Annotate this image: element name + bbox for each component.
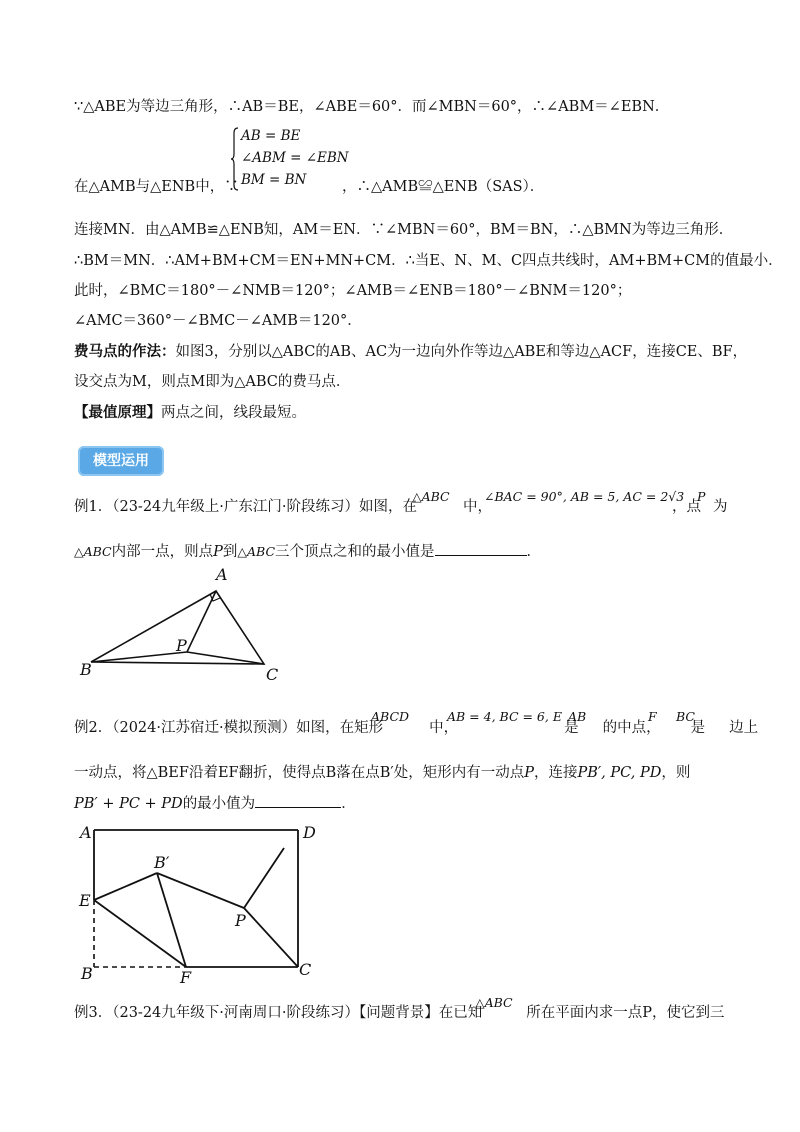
ex2-label-A: A <box>80 823 92 842</box>
ex2-figure <box>74 820 334 990</box>
ex1-label-C: C <box>266 665 279 684</box>
ex2-seg-ab: AB <box>568 709 587 724</box>
ex3-text-b: 所在平面内求一点P，使它到三 <box>526 1005 725 1021</box>
ex1-point-p: P <box>697 489 706 504</box>
ex2-point-p: P <box>524 765 534 781</box>
ex1-text-a: 例1．（23-24九年级上·广东江门·阶段练习）如图，在 <box>74 499 417 515</box>
proof-line-2-prefix: 在△AMB与△ENB中，∵ <box>74 179 239 195</box>
system-eq-1: AB = BE <box>241 128 301 144</box>
ex2-answer-blank[interactable] <box>255 793 341 808</box>
ex2-text-e: 是 <box>690 720 706 736</box>
ex1-answer-blank[interactable] <box>435 541 527 556</box>
ex2-label-B: B <box>81 964 93 983</box>
ex2-text-i: ，则 <box>661 765 691 781</box>
ex2-seg-bc: BC <box>676 709 695 724</box>
proof-line-2-suffix: ，∴△AMB≌△ENB（SAS）． <box>342 179 545 195</box>
ex1-text-e: 内部一点，则点 <box>111 544 214 560</box>
ex2-text-c: 是 <box>564 720 579 736</box>
fermat-text-2: 设交点为M，则点M即为△ABC的费马点． <box>74 374 351 390</box>
ex1-text-f: 到 <box>222 544 238 560</box>
ex1-label-A: A <box>216 565 228 584</box>
ex1-line-2 <box>74 541 541 562</box>
ex2-label-Bprime: B′ <box>154 853 170 872</box>
ex2-label-C: C <box>299 960 312 979</box>
ex1-text-g: 三个顶点之和的最小值是 <box>275 544 435 560</box>
ex1-text-c: ，点 <box>672 499 701 515</box>
ex1-figure <box>70 562 310 684</box>
ex2-text-g: 一动点，将△BEF沿着EF翻折，使得点B落在点B′处，矩形内有一动点 <box>74 765 525 781</box>
proof-line-5: 此时，∠BMC＝180°－∠NMB＝120°；∠AMB＝∠ENB＝180°－∠BNM＝120°； <box>74 283 632 299</box>
ex3-text-a: 例3．（23-24九年级下·河南周口·阶段练习）【问题背景】在已知 <box>74 1005 483 1021</box>
fermat-text: 如图3，分别以△ABC的AB、AC为一边向外作等边△ABE和等边△ACF，连接CE、BF， <box>175 344 748 360</box>
ex2-condition: AB = 4, BC = 6, E <box>447 709 562 724</box>
ex2-text-a: 例2．（2024·江苏宿迁·模拟预测）如图，在矩形 <box>74 720 384 736</box>
ex2-period: ． <box>341 796 356 812</box>
ex2-text-h: ，连接 <box>533 765 578 781</box>
ex2-label-P: P <box>235 911 246 930</box>
ex2-text-d: 的中点， <box>602 720 661 736</box>
ex1-text-b: 中， <box>463 499 492 515</box>
ex2-text-f: 边上 <box>729 720 759 736</box>
ex3-line-1 <box>74 1003 725 1023</box>
ex1-condition: ∠BAC = 90°, AB = 5, AC = 2√3 <box>484 489 685 504</box>
ex1-tri-ref-2: △ABC <box>237 544 276 559</box>
ex2-sum-expr: PB′ + PC + PD <box>74 796 183 812</box>
ex1-label-P: P <box>176 636 187 655</box>
ex1-p-ref: P <box>213 544 223 560</box>
fermat-label: 费马点的作法： <box>74 343 176 360</box>
ex2-line-2 <box>74 763 690 783</box>
ex1-triangle-abc: △ABC <box>412 489 450 504</box>
ex1-label-B: B <box>80 660 92 679</box>
ex2-text-j: 的最小值为 <box>182 796 256 812</box>
system-eq-3: BM = BN <box>241 172 307 188</box>
principle-text: 两点之间，线段最短。 <box>161 405 306 421</box>
ex2-line-3 <box>74 793 356 814</box>
ex2-label-E: E <box>79 891 91 910</box>
system-eq-2: ∠ABM = ∠EBN <box>241 150 349 166</box>
principle-label: 【最值原理】 <box>74 404 161 421</box>
ex2-segments: PB′, PC, PD <box>577 765 662 781</box>
ex1-text-d: 为 <box>713 499 728 515</box>
section-tag-model-application: 模型运用 <box>78 446 164 476</box>
ex2-rect-abcd: ABCD <box>371 709 410 724</box>
proof-line-4: ∴BM＝MN．∴AM+BM+CM＝EN+MN+CM．∴当E、N、M、C四点共线时，AM+BM+CM的值最小． <box>74 253 783 269</box>
ex3-triangle-abc: △ABC <box>475 995 513 1010</box>
fermat-construction <box>74 342 747 362</box>
proof-line-6: ∠AMC＝360°－∠BMC－∠AMB＝120°． <box>74 313 362 329</box>
ex1-tri-ref-1: △ABC <box>74 544 112 559</box>
ex2-text-b: 中， <box>429 720 459 736</box>
ex2-point-f: F <box>648 709 657 724</box>
proof-line-1: ∵△ABE为等边三角形，∴AB＝BE，∠ABE＝60°．而∠MBN＝60°，∴∠ABM＝∠EBN． <box>74 99 670 115</box>
ex2-label-D: D <box>303 823 316 842</box>
ex1-period: ． <box>526 544 542 560</box>
principle-line <box>74 403 306 423</box>
proof-line-3: 连接MN．由△AMB≌△ENB知，AM＝EN．∵∠MBN＝60°，BM＝BN，∴△BMN为等边三角形． <box>74 222 734 238</box>
ex2-label-F: F <box>180 968 192 987</box>
